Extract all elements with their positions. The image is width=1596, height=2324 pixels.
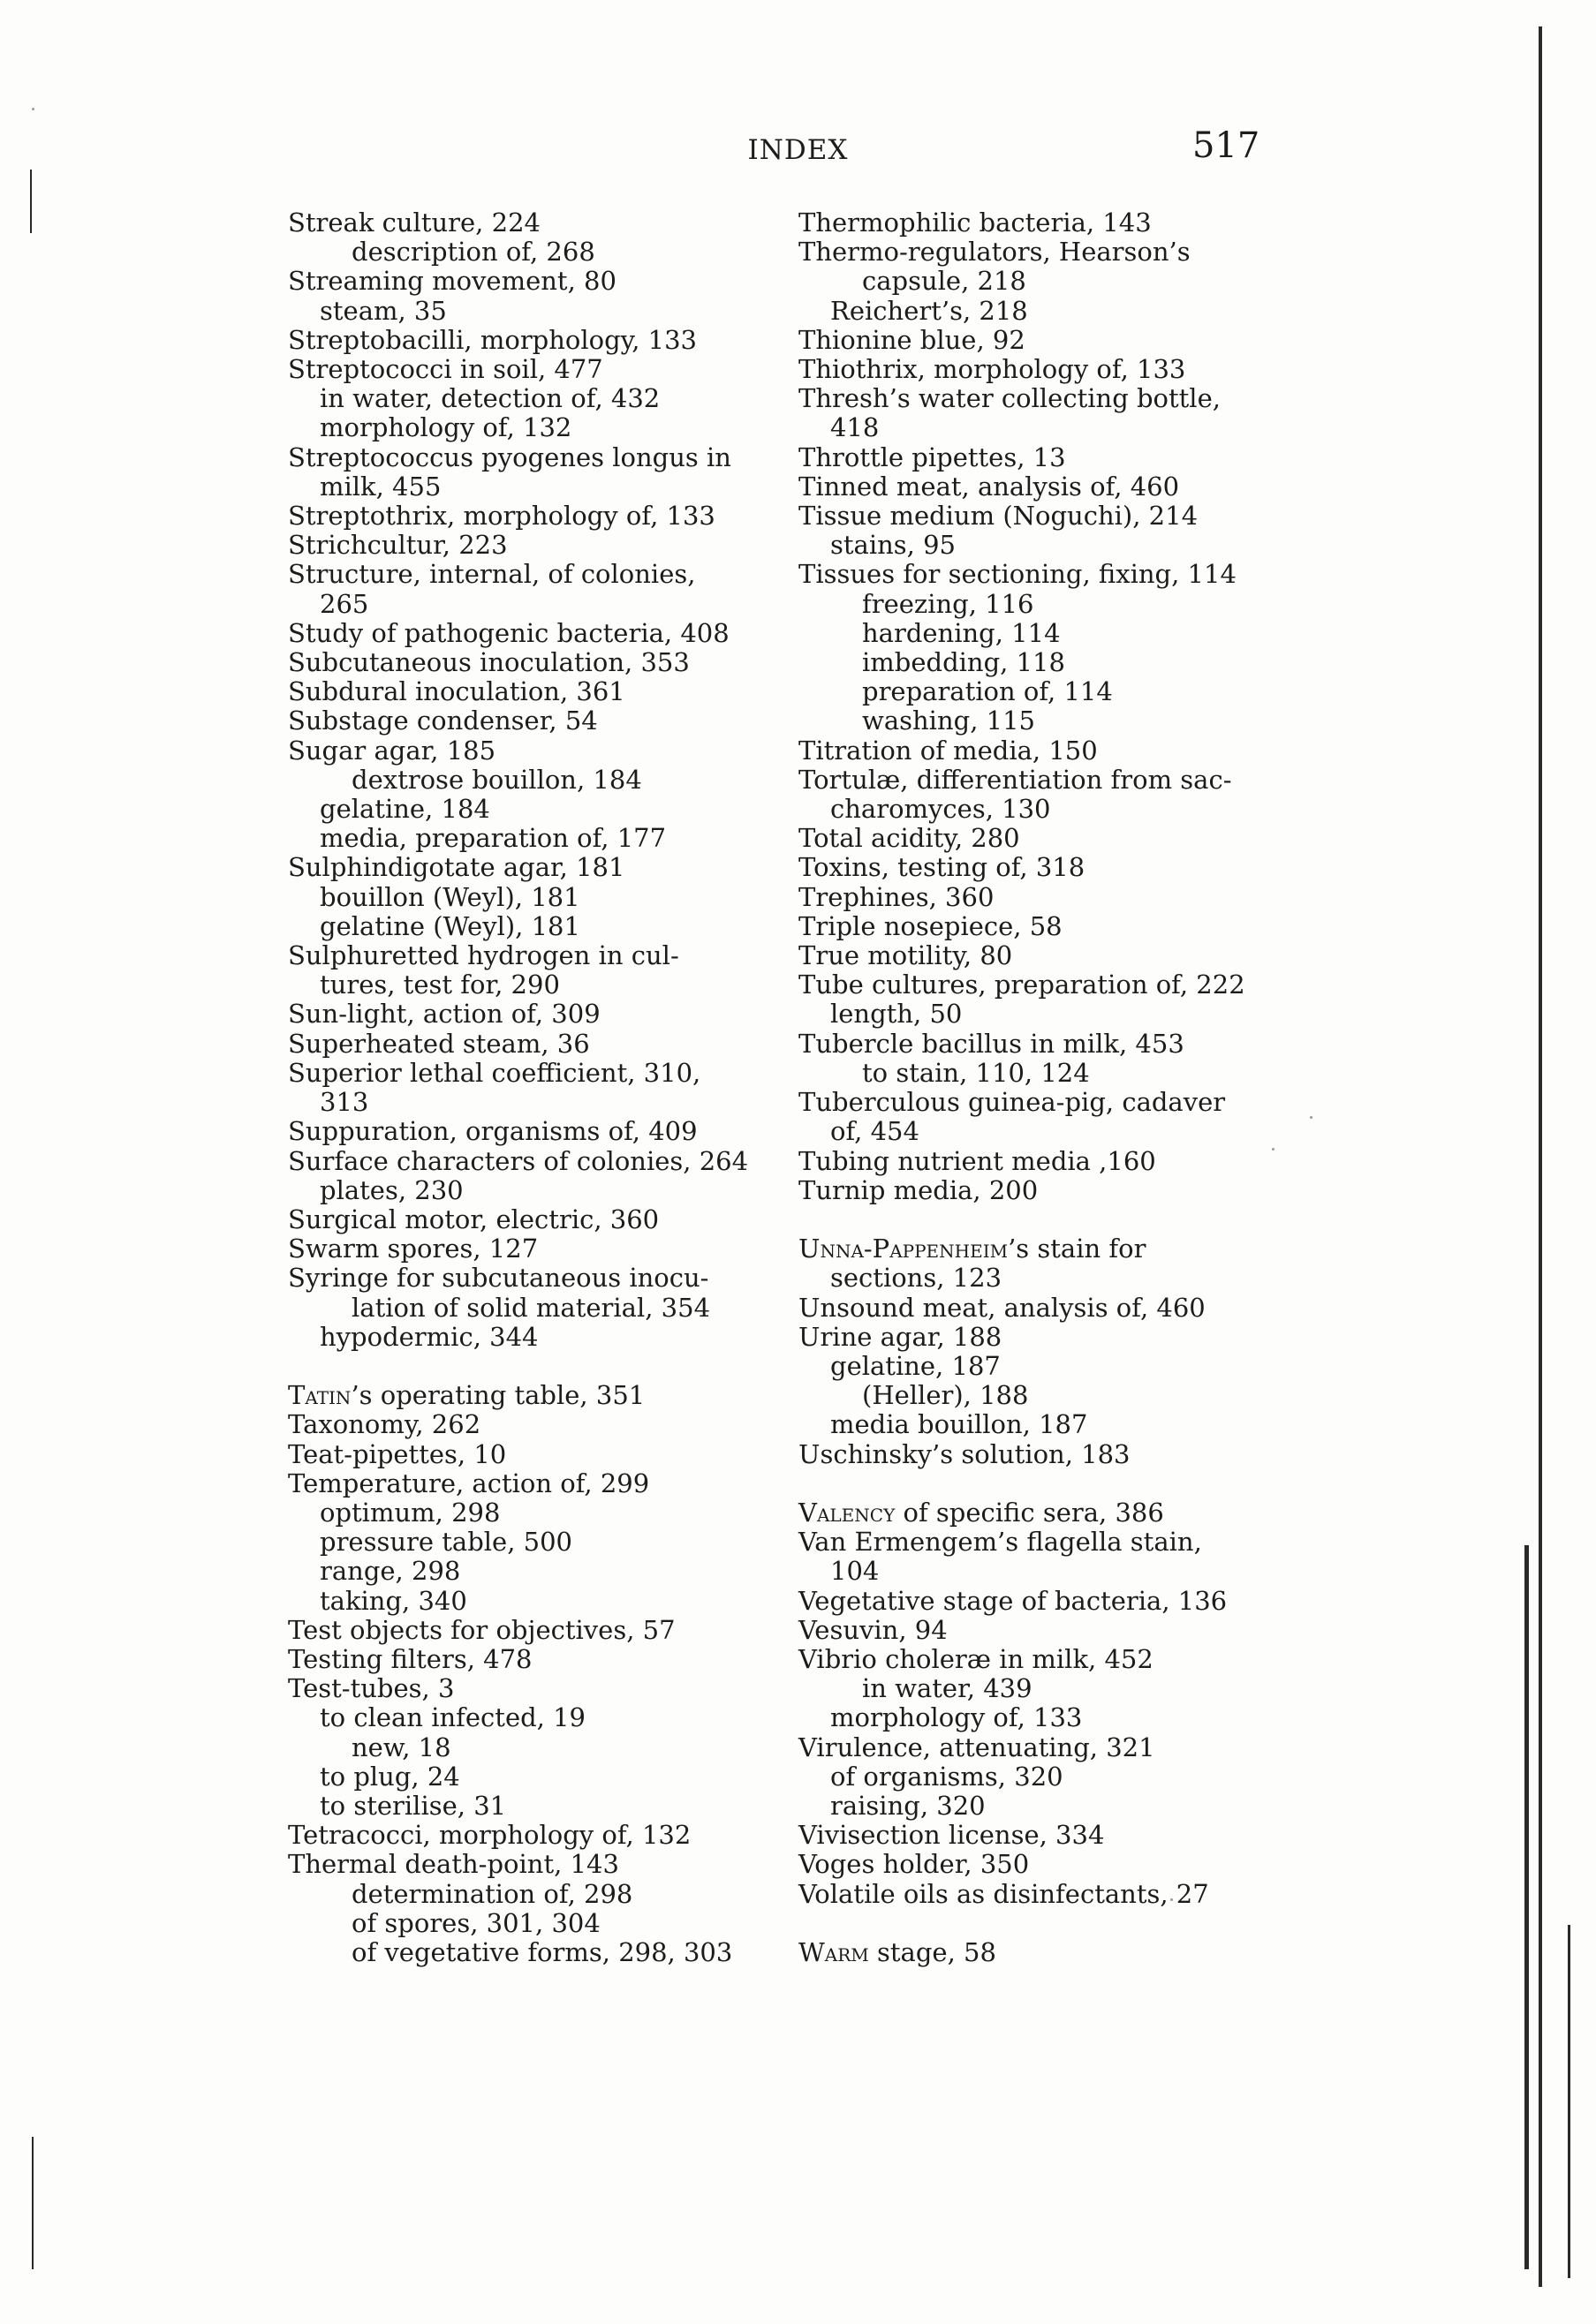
index-entry-text: Tissues for sectioning, fixing, 114: [798, 559, 1237, 590]
index-entry: [288, 472, 756, 502]
index-entry: [288, 531, 756, 560]
index-entry: [798, 1703, 1267, 1732]
index-entry-text: to clean infected, 19: [320, 1702, 586, 1733]
index-entry-text: Throttle pipettes, 13: [798, 441, 1066, 472]
index-entry: [288, 941, 756, 970]
index-entry: [288, 1469, 756, 1498]
index-entry: [288, 1645, 756, 1674]
index-entry: [798, 1733, 1267, 1762]
index-entry-text: Thresh’s water collecting bottle,: [798, 383, 1221, 414]
index-entry: [798, 853, 1267, 882]
index-entry: [798, 384, 1267, 413]
index-entry-text: Van Ermengem’s flagella stain,: [798, 1527, 1202, 1558]
index-entry: [288, 355, 756, 384]
index-entry-text: Streptococci in soil, 477: [288, 354, 603, 385]
index-entry-text: Sulphindigotate agar, 181: [288, 852, 625, 883]
index-entry: [798, 1762, 1267, 1792]
index-entry: [288, 1088, 756, 1117]
index-entry: [798, 1088, 1267, 1117]
index-entry-text: pressure table, 500: [320, 1527, 573, 1558]
index-entry-text: in water, 439: [862, 1673, 1032, 1704]
index-entry-text: gelatine (Weyl), 181: [320, 910, 580, 941]
index-entry-text: Sugar agar, 185: [288, 735, 496, 766]
index-entry-text: raising, 320: [830, 1790, 986, 1821]
index-entry-text: of, 454: [830, 1116, 919, 1147]
index-entry: [798, 1059, 1267, 1088]
index-entry-text: stains, 95: [830, 530, 956, 561]
index-entry: [288, 1030, 756, 1059]
index-entry: [798, 1234, 1267, 1264]
index-entry-text: Subdural inoculation, 361: [288, 676, 625, 707]
index-entry-text: of spores, 301, 304: [352, 1907, 601, 1938]
index-entry-text: Vivisection license, 334: [798, 1820, 1105, 1851]
index-entry-text: Tinned meat, analysis of, 460: [798, 471, 1180, 502]
index-entry: [798, 619, 1267, 648]
index-entry: [798, 1000, 1267, 1029]
index-entry-text: preparation of, 114: [862, 676, 1113, 707]
index-entry-text: of specific sera, 386: [895, 1497, 1164, 1528]
index-entry-text: Testing filters, 478: [288, 1643, 533, 1674]
index-entry-lead: Unna-Pappenheim: [798, 1234, 1009, 1264]
index-entry-text: Volatile oils as disinfectants, 27: [798, 1878, 1209, 1909]
index-entry: [798, 560, 1267, 589]
index-entry-text: Vibrio choleræ in milk, 452: [798, 1643, 1154, 1674]
index-entry-text: steam, 35: [320, 295, 447, 326]
index-entry-lead: Valency: [798, 1497, 896, 1528]
index-entry-text: Surgical motor, electric, 360: [288, 1204, 660, 1234]
index-entry-text: Strichcultur, 223: [288, 530, 508, 561]
index-entry-text: washing, 115: [862, 706, 1035, 736]
index-entry: [288, 1410, 756, 1439]
index-entry: [288, 1703, 756, 1732]
index-entry: [288, 1850, 756, 1879]
index-entry: [798, 1616, 1267, 1645]
index-entry: [798, 1147, 1267, 1176]
index-entry: [798, 1498, 1267, 1528]
index-entry: [288, 1762, 756, 1792]
index-entry: [288, 208, 756, 238]
index-entry-text: Tetracocci, morphology of, 132: [288, 1820, 692, 1851]
index-entry: [798, 1381, 1267, 1410]
index-entry-text: plates, 230: [320, 1174, 464, 1205]
index-entry-text: Tuberculous guinea-pig, cadaver: [798, 1087, 1226, 1118]
index-entry-text: Total acidity, 280: [798, 823, 1020, 854]
index-entry: [288, 1587, 756, 1616]
index-entry: [798, 1674, 1267, 1703]
index-entry-text: Suppuration, organisms of, 409: [288, 1116, 698, 1147]
right-edge-bar-outer: [1568, 1925, 1570, 2278]
index-entry-text: Thermal death-point, 143: [288, 1849, 619, 1880]
index-entry-text: morphology of, 133: [830, 1702, 1083, 1733]
index-entry: [288, 590, 756, 619]
index-entry: [798, 1410, 1267, 1439]
index-entry-text: Thermo-regulators, Hearson’s: [798, 237, 1191, 268]
index-entry: [288, 1498, 756, 1528]
index-entry: [798, 706, 1267, 736]
index-entry: [288, 795, 756, 824]
section-gap: [798, 1469, 1267, 1498]
index-entry-text: to sterilise, 31: [320, 1790, 507, 1821]
index-entry: [798, 1792, 1267, 1821]
index-entry-text: Toxins, testing of, 318: [798, 852, 1085, 883]
index-entry-text: Sun-light, action of, 309: [288, 999, 601, 1030]
index-entry-text: determination of, 298: [352, 1878, 633, 1909]
index-entry-text: tures, test for, 290: [320, 970, 560, 1000]
index-entry-text: in water, detection of, 432: [320, 383, 661, 414]
index-entry-text: Tissue medium (Noguchi), 214: [798, 501, 1199, 532]
index-entry: [798, 970, 1267, 1000]
index-entry: [288, 766, 756, 795]
index-entry-text: lation of solid material, 354: [352, 1292, 711, 1323]
index-entry-text: Thiothrix, morphology of, 133: [798, 354, 1186, 385]
index-entry-text: Superior lethal coefficient, 310,: [288, 1057, 701, 1088]
index-entry-text: Tortulæ, differentiation from sac-: [798, 764, 1232, 795]
index-entry-text: gelatine, 184: [320, 794, 490, 825]
index-entry: [288, 1909, 756, 1938]
index-entry-text: ’s stain for: [1008, 1234, 1146, 1264]
index-entry-text: Substage condenser, 54: [288, 706, 598, 736]
index-entry-text: Trephines, 360: [798, 881, 995, 912]
index-entry: [798, 1880, 1267, 1909]
index-entry-text: Virulence, attenuating, 321: [798, 1732, 1155, 1762]
index-entry: [288, 648, 756, 677]
index-entry: [288, 853, 756, 882]
index-entry-text: milk, 455: [320, 471, 442, 502]
index-entry-text: Teat-pipettes, 10: [288, 1438, 507, 1469]
index-entry: [288, 1733, 756, 1762]
index-entry-text: Streptothrix, morphology of, 133: [288, 501, 715, 532]
index-entry: [288, 1205, 756, 1234]
index-entry-text: media bouillon, 187: [830, 1409, 1088, 1440]
index-entry-text: taking, 340: [320, 1585, 467, 1616]
index-entry: [798, 1030, 1267, 1059]
index-entry: [798, 648, 1267, 677]
index-entry-text: Tubing nutrient media ,160: [798, 1145, 1156, 1176]
index-entry: [798, 912, 1267, 941]
right-edge-bar: [1539, 26, 1542, 2287]
index-entry: [798, 502, 1267, 531]
index-entry: [288, 1674, 756, 1703]
index-entry-text: Thermophilic bacteria, 143: [798, 208, 1152, 238]
section-gap: [798, 1909, 1267, 1938]
index-entry-text: hardening, 114: [862, 617, 1061, 648]
margin-speck: [1272, 1148, 1275, 1151]
index-entry-text: Temperature, action of, 299: [288, 1468, 650, 1498]
index-entry: [798, 736, 1267, 766]
index-entry: [288, 443, 756, 472]
running-head-title: INDEX: [747, 134, 849, 166]
index-entry: [798, 1117, 1267, 1146]
index-entry-text: Streptococcus pyogenes longus in: [288, 441, 731, 472]
index-entry-text: range, 298: [320, 1556, 461, 1587]
index-entry-text: Vesuvin, 94: [798, 1614, 948, 1645]
index-entry-text: optimum, 298: [320, 1497, 501, 1528]
index-entry-text: Thionine blue, 92: [798, 324, 1025, 355]
index-entry-lead: Warm: [798, 1936, 869, 1967]
index-entry: [798, 208, 1267, 238]
index-entry-text: Structure, internal, of colonies,: [288, 559, 696, 590]
index-entry-text: Voges holder, 350: [798, 1849, 1030, 1880]
index-entry: [798, 355, 1267, 384]
index-entry: [798, 1938, 1267, 1967]
page-number: 517: [1192, 125, 1260, 166]
index-entry: [288, 677, 756, 706]
index-entry-text: to plug, 24: [320, 1761, 460, 1792]
index-entry-text: Tubercle bacillus in milk, 453: [798, 1028, 1184, 1059]
index-entry: [288, 619, 756, 648]
index-entry: [798, 1557, 1267, 1586]
index-entry-text: capsule, 218: [862, 266, 1026, 297]
index-entry-text: Superheated steam, 36: [288, 1028, 590, 1059]
index-entry-text: Urine agar, 188: [798, 1321, 1002, 1352]
index-entry-text: Subcutaneous inoculation, 353: [288, 647, 690, 678]
index-entry: [288, 1176, 756, 1205]
index-entry: [798, 883, 1267, 912]
index-entry-text: ’s operating table, 351: [351, 1380, 646, 1411]
index-entry: [288, 706, 756, 736]
index-entry-text: bouillon (Weyl), 181: [320, 881, 580, 912]
index-entry-text: new, 18: [352, 1732, 451, 1762]
index-entry: [288, 1000, 756, 1029]
index-entry-text: True motility, 80: [798, 940, 1013, 971]
index-entry: [288, 560, 756, 589]
left-edge-mark: [30, 170, 32, 233]
index-entry-text: Surface characters of colonies, 264: [288, 1145, 749, 1176]
index-entry-text: gelatine, 187: [830, 1350, 1001, 1381]
margin-speck: [32, 108, 34, 110]
index-entry: [798, 795, 1267, 824]
index-entry-lead: Tatin: [288, 1380, 352, 1411]
index-entry: [798, 766, 1267, 795]
index-entry-text: description of, 268: [352, 237, 595, 268]
index-entry-text: imbedding, 118: [862, 647, 1065, 678]
index-entry: [798, 1294, 1267, 1323]
index-entry: [288, 1234, 756, 1264]
index-entry: [798, 297, 1267, 326]
index-entry: [798, 1176, 1267, 1205]
index-entry-text: Reichert’s, 218: [830, 295, 1028, 326]
index-entry-text: Test-tubes, 3: [288, 1673, 455, 1704]
index-entry-text: stage, 58: [868, 1936, 996, 1967]
index-entry: [288, 1880, 756, 1909]
index-entry: [288, 326, 756, 355]
index-entry: [288, 238, 756, 267]
index-entry-text: Test objects for objectives, 57: [288, 1614, 676, 1645]
index-entry: [288, 912, 756, 941]
index-entry: [288, 1294, 756, 1323]
index-entry: [798, 413, 1267, 442]
index-entry: [798, 1440, 1267, 1469]
index-entry-text: length, 50: [830, 999, 963, 1030]
index-entry: [798, 472, 1267, 502]
index-entry-text: Triple nosepiece, 58: [798, 910, 1063, 941]
index-entry: [798, 1821, 1267, 1850]
index-entry: [798, 238, 1267, 267]
index-entry-text: Vegetative stage of bacteria, 136: [798, 1585, 1228, 1616]
section-gap: [288, 1352, 756, 1381]
index-entry: [288, 267, 756, 296]
index-entry-text: sections, 123: [830, 1263, 1002, 1294]
index-entry-text: morphology of, 132: [320, 412, 572, 443]
index-entry-text: Tube cultures, preparation of, 222: [798, 970, 1245, 1000]
margin-speck: [1310, 1116, 1312, 1119]
index-entry: [798, 941, 1267, 970]
index-entry: [798, 443, 1267, 472]
index-entry: [288, 1381, 756, 1410]
index-entry: [798, 267, 1267, 296]
index-entry: [798, 590, 1267, 619]
index-entry-text: dextrose bouillon, 184: [352, 764, 642, 795]
index-entry-text: Swarm spores, 127: [288, 1234, 539, 1264]
index-entry: [288, 1792, 756, 1821]
index-entry: [288, 1147, 756, 1176]
index-entry: [798, 1850, 1267, 1879]
index-entry: [288, 970, 756, 1000]
index-entry: [288, 297, 756, 326]
index-column-left: [288, 208, 756, 1967]
index-entry-text: Streaming movement, 80: [288, 266, 616, 297]
index-entry: [288, 736, 756, 766]
index-entry-text: 265: [320, 588, 369, 619]
index-entry: [798, 1528, 1267, 1557]
left-edge-mark-bottom: [32, 2137, 34, 2269]
index-entry: [288, 1440, 756, 1469]
index-entry: [288, 1323, 756, 1352]
index-entry: [798, 1587, 1267, 1616]
index-entry: [288, 883, 756, 912]
index-entry: [798, 531, 1267, 560]
index-entry: [798, 1352, 1267, 1381]
index-entry-text: Titration of media, 150: [798, 735, 1098, 766]
index-entry-text: of vegetative forms, 298, 303: [352, 1936, 733, 1967]
index-entry-text: Taxonomy, 262: [288, 1409, 481, 1440]
index-entry: [288, 824, 756, 853]
index-entry: [288, 502, 756, 531]
index-column-right: [798, 208, 1267, 1967]
index-entry-text: Syringe for subcutaneous inocu-: [288, 1263, 709, 1294]
index-entry: [288, 1557, 756, 1586]
index-entry-text: Streak culture, 224: [288, 208, 541, 238]
index-entry: [288, 1264, 756, 1293]
index-entry-text: Study of pathogenic bacteria, 408: [288, 617, 730, 648]
right-edge-bar-thick: [1524, 1545, 1529, 2269]
index-entry-text: hypodermic, 344: [320, 1321, 539, 1352]
index-entry-text: to stain, 110, 124: [862, 1057, 1090, 1088]
index-entry: [288, 413, 756, 442]
index-entry-text: 313: [320, 1087, 369, 1118]
index-entry-text: Streptobacilli, morphology, 133: [288, 324, 697, 355]
index-entry: [288, 1117, 756, 1146]
index-entry: [288, 1938, 756, 1967]
index-entry: [798, 1645, 1267, 1674]
index-entry-text: 104: [830, 1556, 880, 1587]
index-entry-text: media, preparation of, 177: [320, 823, 667, 854]
index-entry: [798, 677, 1267, 706]
index-entry-text: of organisms, 320: [830, 1761, 1063, 1792]
index-entry-text: (Heller), 188: [862, 1380, 1029, 1411]
index-entry: [288, 1821, 756, 1850]
index-entry: [288, 1528, 756, 1557]
index-entry: [798, 326, 1267, 355]
index-entry-text: Uschinsky’s solution, 183: [798, 1438, 1131, 1469]
index-entry-text: 418: [830, 412, 880, 443]
index-entry-text: freezing, 116: [862, 588, 1034, 619]
index-entry: [798, 1323, 1267, 1352]
index-entry: [288, 1616, 756, 1645]
index-entry-text: Turnip media, 200: [798, 1174, 1039, 1205]
index-entry-text: charomyces, 130: [830, 794, 1051, 825]
index-entry: [798, 824, 1267, 853]
index-entry-text: Unsound meat, analysis of, 460: [798, 1292, 1206, 1323]
index-entry-text: Sulphuretted hydrogen in cul-: [288, 940, 679, 971]
index-entry: [288, 1059, 756, 1088]
index-entry: [288, 384, 756, 413]
index-entry: [798, 1264, 1267, 1293]
section-gap: [798, 1205, 1267, 1234]
